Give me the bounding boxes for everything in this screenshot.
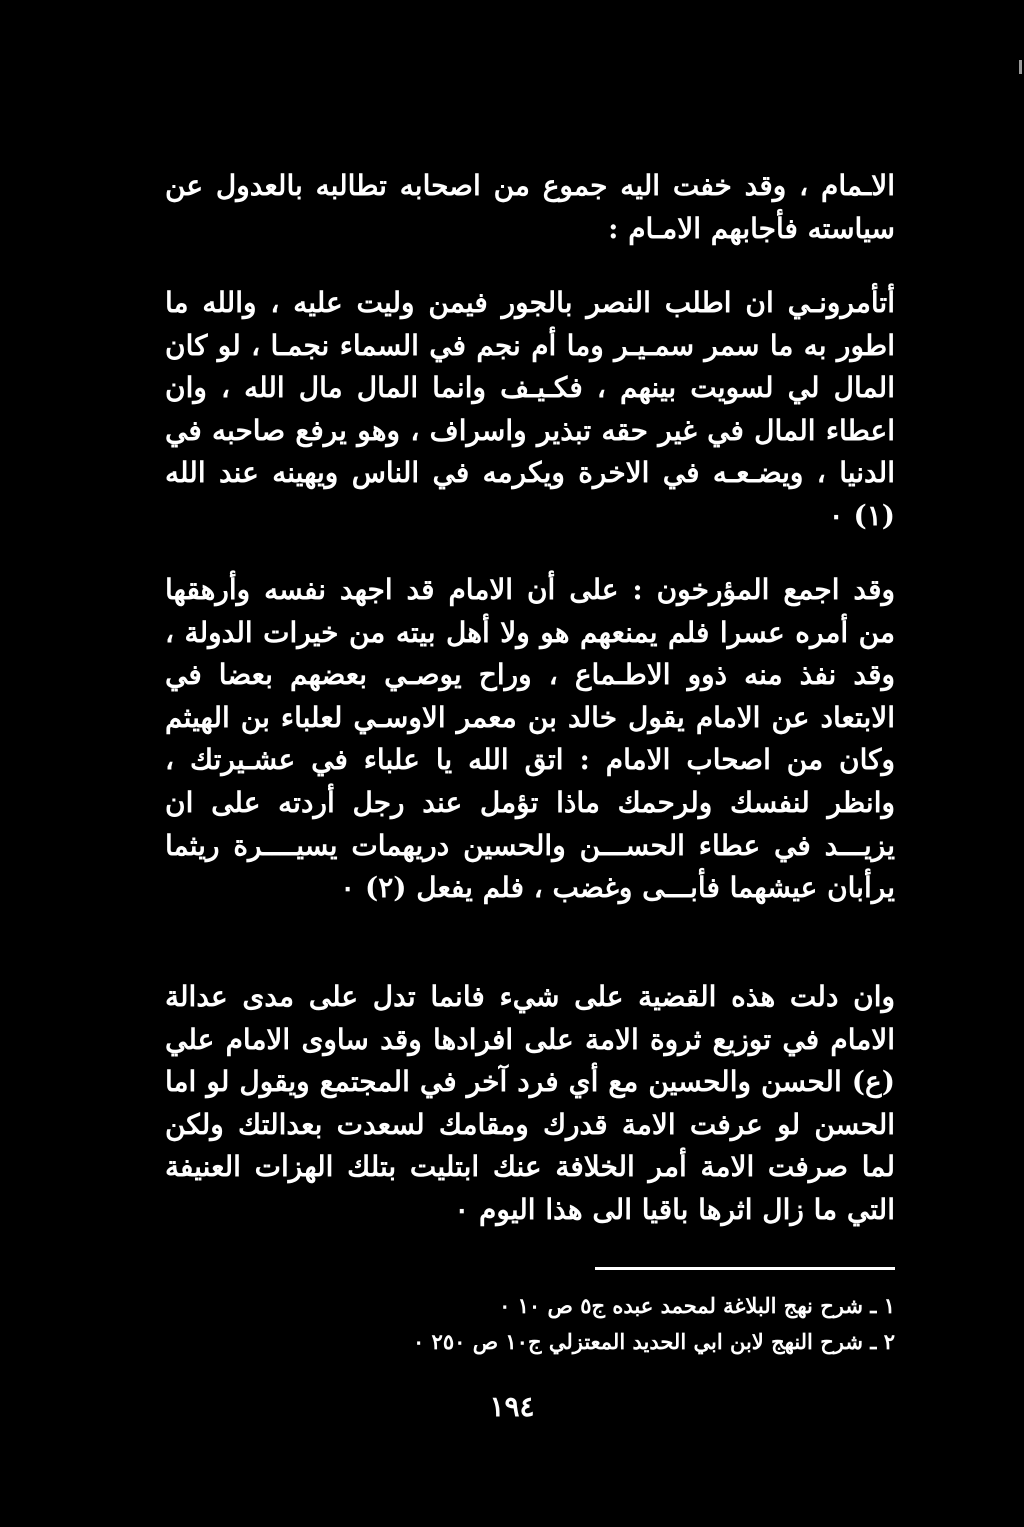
paragraph-text: وان دلت هذه القضية على شيء فانما تدل على مدى عدالة الامام في توزيع ثروة الامة على افرادها وقد ساوى الامام علي (ع) الحسن والحسين مع أي فرد آخر في المجتمع ويقول لو اما الحسن لو عرفت الامة قدرك ومقامك لسعدت بعدالتك ولكن لما صرفت الامة أمر الخلافة عنك ابتليت بتلك الهزات العنيفة التي ما زال اثرها باقيا الى هذا اليوم ٠ <box>165 980 895 1226</box>
body-paragraph-2 <box>165 282 895 538</box>
footnote-divider <box>595 1267 895 1270</box>
footnotes <box>380 1288 895 1360</box>
page-number: ١٩٤ <box>489 1390 535 1423</box>
body-paragraph-4 <box>165 976 895 1232</box>
paragraph-text: الاـمام ، وقد خفت اليه جموع من اصحابه تطالبه بالعدول عن سياسته فأجابهم الامـام : <box>165 169 895 245</box>
paragraph-text: وقد اجمع المؤرخون : على أن الامام قد اجهد نفسه وأرهقها من أمره عسرا فلم يمنعهم هو ولا أهل بيته من خيرات الدولة ، وقد نفذ منه ذوو الاطـماع ، وراح يوصـي بعضهم بعضا في الابتعاد عن الامام يقول خالد بن معمر الاوسـي لعلباء بن الهيثم وكان من اصحاب الامام : اتق الله يا علباء في عشـيرتك ، وانظر لنفسك ولرحمك ماذا تؤمل عند رجل أردته على ان يزيـــد في عطاء الحســـن والحسين دريهمات يسيــــرة ريثما يرأبان عيشهما فأبـــى وغضب ، فلم يفعل (٢) ٠ <box>165 573 895 905</box>
footnote-2: ٢ ـ شرح النهج لابن ابي الحديد المعتزلي ج١٠ ص ٢٥٠ ٠ <box>412 1329 895 1354</box>
scan-edge-mark <box>1019 60 1022 74</box>
footnote-1: ١ ـ شرح نهج البلاغة لمحمد عبده ج٥ ص ١٠ ٠ <box>499 1293 895 1318</box>
paragraph-text: أتأمرونـي ان اطلب النصر بالجور فيمن وليت عليه ، والله ما اطور به ما سمر سمـيـر وما أم نجم في السماء نجمـا ، لو كان المال لي لسويت بينهم ، فكـيـف وانما المال مال الله ، وان اعطاء المال في غير حقه تبذير واسراف ، وهو يرفع صاحبه في الدنيا ، ويضـعـه في الاخرة ويكرمه في الناس ويهينه عند الله (١) ٠ <box>165 286 895 532</box>
body-paragraph-1 <box>165 165 895 250</box>
body-paragraph-3 <box>165 569 895 910</box>
